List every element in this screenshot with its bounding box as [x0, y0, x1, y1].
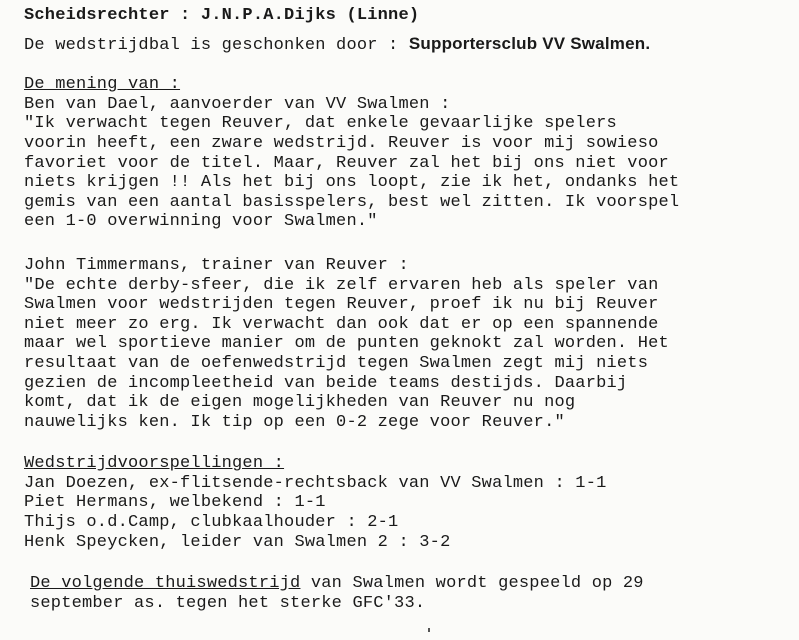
- predictions-list: [24, 474, 794, 552]
- quote-line: gemis van een aantal basisspelers, best wel zitten. Ik voorspel: [24, 192, 680, 212]
- referee-line: Scheidsrechter : J.N.P.A.Dijks (Linne): [24, 6, 420, 25]
- quote-line: maar wel sportieve manier om de punten geknokt zal worden. Het: [24, 334, 669, 354]
- prediction-item: Jan Doezen, ex-flitsende-rechtsback van VV Swalmen : 1-1: [24, 473, 607, 493]
- next-match-heading: De volgende thuiswedstrijd: [30, 574, 301, 594]
- quote-line: niets krijgen !! Als het bij ons loopt, zie ik het, ondanks het: [24, 173, 680, 193]
- speaker1-quote: [24, 114, 794, 232]
- quote-line: voorin heeft, een zware wedstrijd. Reuver is voor mij sowieso: [24, 133, 659, 153]
- quote-line: nauwelijks ken. Ik tip op een 0-2 zege voor Reuver.": [24, 412, 565, 432]
- quote-line: Swalmen voor wedstrijden tegen Reuver, proef ik nu bij Reuver: [24, 295, 659, 315]
- speaker2-intro: John Timmermans, trainer van Reuver :: [24, 255, 409, 275]
- quote-line: gezien de incompleetheid van beide teams destijds. Daarbij: [24, 373, 628, 393]
- next-match-line1: [24, 574, 794, 594]
- prediction-item: Thijs o.d.Camp, clubkaalhouder : 2-1: [24, 513, 399, 533]
- quote-line: favoriet voor de titel. Maar, Reuver zal het bij ons niet voor: [24, 153, 669, 173]
- quote-line: komt, dat ik de eigen mogelijkheden van Reuver nu nog: [24, 393, 576, 413]
- quote-line: niet meer zo erg. Ik verwacht dan ook dat er op een spannende: [24, 314, 659, 334]
- predictions-heading: Wedstrijdvoorspellingen :: [24, 454, 285, 474]
- next-match-text: van Swalmen wordt gespeeld op 29: [300, 574, 644, 594]
- quote-line: "De echte derby-sfeer, die ik zelf ervaren heb als speler van: [24, 275, 659, 295]
- quote-line: een 1-0 overwinning voor Swalmen.": [24, 212, 378, 232]
- prediction-item: Piet Hermans, welbekend : 1-1: [24, 493, 326, 513]
- prediction-item: Henk Speycken, leider van Swalmen 2 : 3-2: [24, 532, 451, 552]
- speaker2-quote: [24, 276, 794, 433]
- ball-sponsor-line: [24, 34, 794, 56]
- next-match-line2: september as. tegen het sterke GFC'33.: [30, 593, 426, 613]
- ball-sponsor-prefix: De wedstrijdbal is geschonken door :: [24, 35, 409, 55]
- quote-line: "Ik verwacht tegen Reuver, dat enkele gevaarlijke spelers: [24, 114, 617, 134]
- document-page: [24, 6, 794, 613]
- ball-sponsor-name: Supportersclub VV Swalmen.: [408, 33, 651, 53]
- opinions-heading: De mening van :: [24, 75, 181, 95]
- quote-line: resultaat van de oefenwedstrijd tegen Swalmen zegt mij niets: [24, 353, 649, 373]
- speaker1-intro: Ben van Dael, aanvoerder van VV Swalmen :: [24, 94, 451, 114]
- scan-speck: [428, 628, 430, 632]
